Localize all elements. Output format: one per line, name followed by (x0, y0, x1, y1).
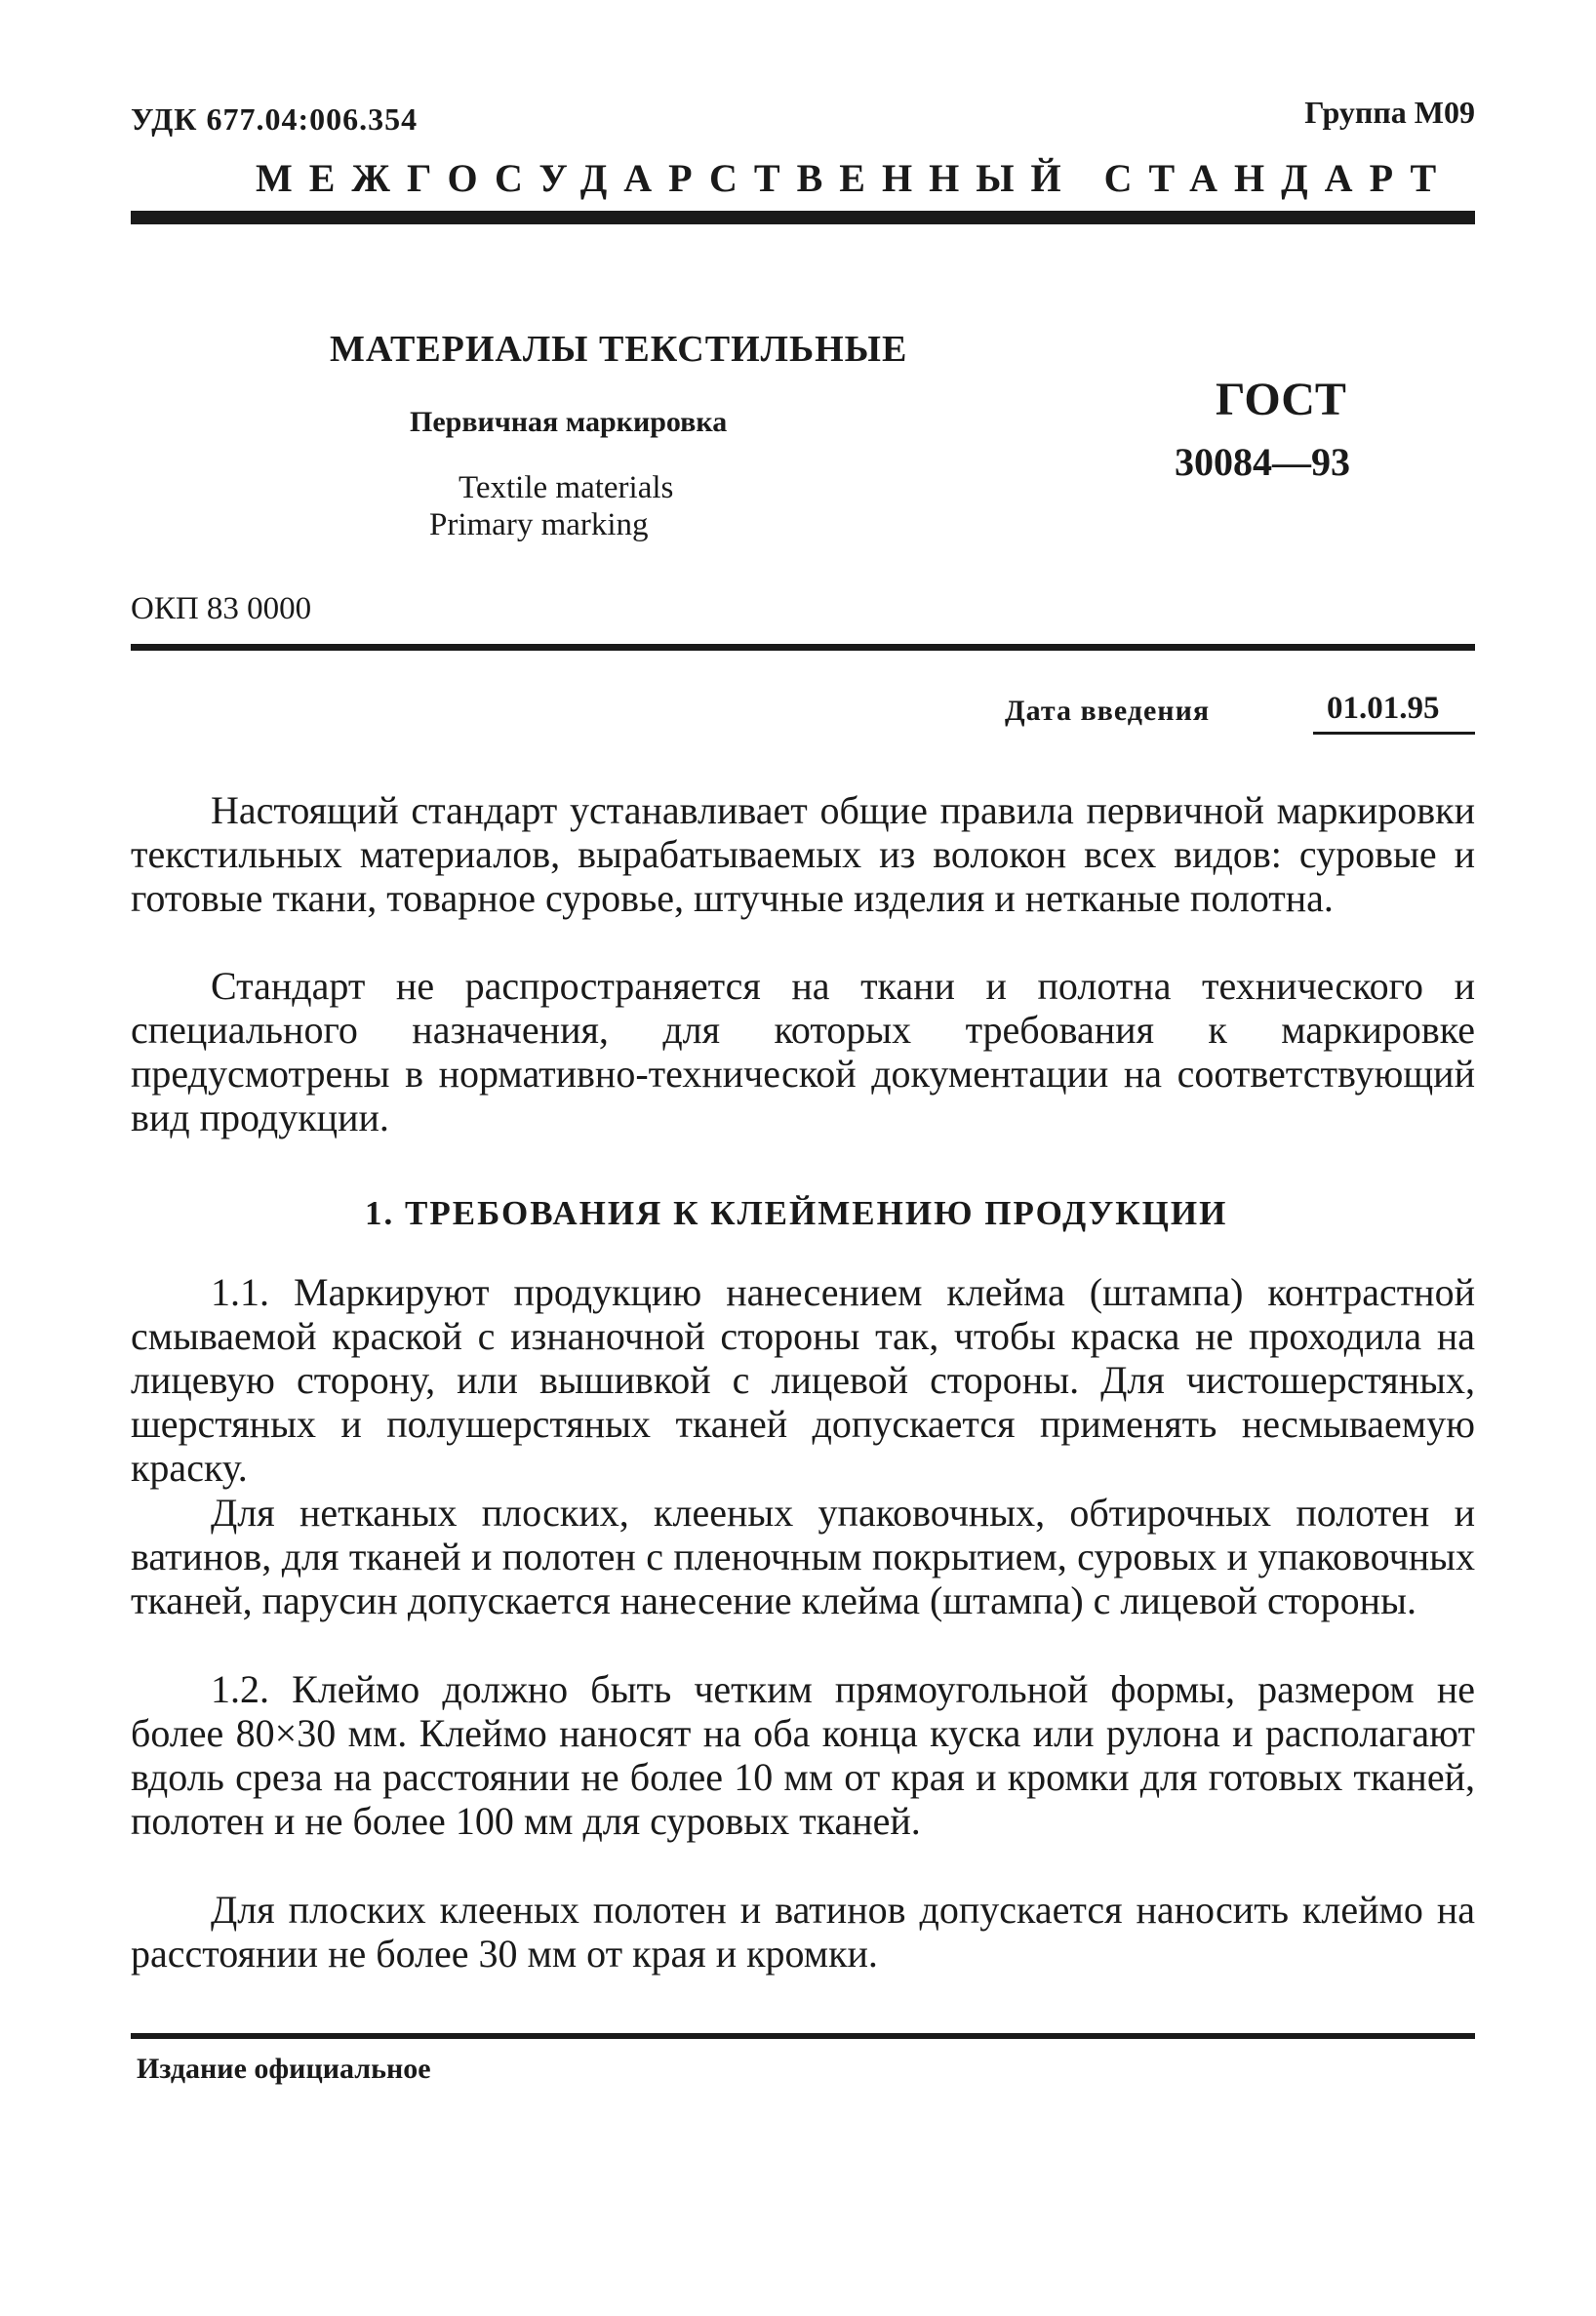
title-divider (131, 644, 1475, 651)
paragraph-exclusions: Стандарт не распространяется на ткани и полотна технического и специального назначения, для которых требования к маркировке предусмотрены в нормативно-технической документации на соответствующий вид продукции. (131, 964, 1475, 1139)
group-code: Группа М09 (1304, 95, 1475, 130)
okp-code: ОКП 83 0000 (131, 591, 312, 626)
intro-date-underline (1313, 732, 1475, 735)
english-title-line2: Primary marking (429, 507, 649, 542)
paragraph-scope: Настоящий стандарт устанавливает общие правила первичной маркировки текстильных материалов, вырабатываемых из волокон всех видов: суровые и готовые ткани, товарное суровье, штучные изделия и нетканые полотна. (131, 788, 1475, 920)
intro-date-value: 01.01.95 (1327, 691, 1440, 726)
paragraph-1-1: 1.1. Маркируют продукцию нанесением клейма (штампа) контрастной смываемой краской с изнаночной стороны так, чтобы краска не проходила на лицевую сторону, или вышивкой с лицевой стороны. Для чистошерстяных, шерстяных и полушерстяных тканей допускается применять несмываемую краску. (131, 1270, 1475, 1490)
header-divider (131, 211, 1475, 224)
footer-divider (131, 2033, 1475, 2039)
official-edition-note: Издание официальное (137, 2053, 431, 2085)
document-subtitle: Первичная маркировка (410, 406, 728, 438)
udk-code: УДК 677.04:006.354 (131, 101, 419, 137)
intro-date-label: Дата введения (1005, 695, 1211, 727)
paragraph-1-1-cont: Для нетканых плоских, клееных упаковочных, обтирочных полотен и ватинов, для тканей и полотен с пленочным покрытием, суровых и упаковочных тканей, парусин допускается нанесение клейма (штампа) с лицевой стороны. (131, 1491, 1475, 1622)
section-heading: 1. ТРЕБОВАНИЯ К КЛЕЙМЕНИЮ ПРОДУКЦИИ (365, 1194, 1228, 1232)
paragraph-1-2: 1.2. Клеймо должно быть четким прямоугольной формы, размером не более 80×30 мм. Клеймо наносят на оба конца куска или рулона и располагают вдоль среза на расстоянии не более 10 мм от края и кромки для готовых тканей, полотен и не более 100 мм для суровых тканей. (131, 1667, 1475, 1843)
document-title: МАТЕРИАЛЫ ТЕКСТИЛЬНЫЕ (330, 329, 908, 370)
english-title-line1: Textile materials (459, 470, 674, 505)
paragraph-1-2-cont: Для плоских клееных полотен и ватинов допускается наносить клеймо на расстоянии не более 30 мм от края и кромки. (131, 1888, 1475, 1976)
gost-number: 30084—93 (1175, 440, 1350, 484)
gost-label: ГОСТ (1216, 374, 1346, 425)
standard-banner: МЕЖГОСУДАРСТВЕННЫЙ СТАНДАРТ (256, 156, 1454, 200)
